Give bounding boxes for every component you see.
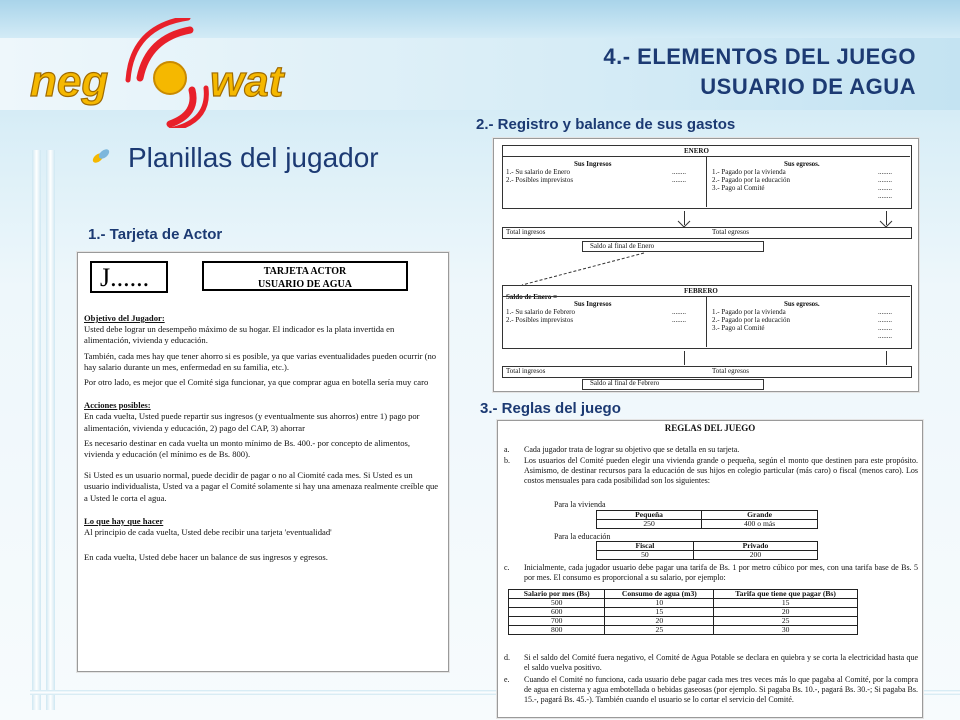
card-title-line2: USUARIO DE AGUA bbox=[258, 279, 352, 290]
housing-table bbox=[596, 510, 818, 529]
cons-r1-c3: 15 bbox=[714, 599, 858, 608]
card-player-code: J...... bbox=[90, 261, 168, 293]
actions-heading: Acciones posibles: bbox=[84, 400, 151, 411]
negowat-logo bbox=[20, 18, 320, 128]
actions-p2: Es necesario destinar en cada vuelta un monto mínimo de Bs. 400.- por concepto de alimentos, vivienda y educación (el mínimo es de Bs. 800). bbox=[84, 437, 410, 460]
m1-income-2: 2.- Posibles imprevistos bbox=[506, 176, 574, 184]
m2-expense-2: 2.- Pagado por la educación bbox=[712, 316, 790, 324]
rule-e-letter: e. bbox=[504, 675, 510, 684]
m2-balance: Saldo al final de Febrero bbox=[590, 379, 660, 387]
housing-v2: 400 o más bbox=[702, 520, 818, 529]
housing-label: Para la vivienda bbox=[554, 500, 606, 509]
card-title-box bbox=[202, 261, 408, 291]
cons-r4-c3: 30 bbox=[714, 626, 858, 635]
m1-total-expense: Total egresos bbox=[712, 228, 750, 236]
cons-r4-c1: 800 bbox=[509, 626, 605, 635]
card-body bbox=[84, 307, 440, 567]
febrero-col-divider bbox=[706, 296, 707, 347]
logo-text-right: wat bbox=[210, 57, 284, 106]
housing-h1: Pequeña bbox=[597, 511, 702, 520]
m1-dots-2: ........ bbox=[672, 176, 686, 184]
month2-label: FEBRERO bbox=[684, 287, 718, 295]
actions-p3: Si Usted es un usuario normal, puede decidir de pagar o no al Ciomité cada mes. Si Usted es un usuario individualista, Usted va a pagar el Comité solamente si hay una amenaza realmente creíble que a Usted le corta el agua. bbox=[84, 470, 439, 503]
education-label: Para la educación bbox=[554, 532, 611, 541]
todo-p2: En cada vuelta, Usted debe hacer un balance de sus ingresos y egresos. bbox=[84, 552, 328, 563]
m2-edots-3: ........ bbox=[878, 324, 892, 332]
rules-panel bbox=[497, 420, 923, 718]
m2-expense-1: 1.- Pagado por la vivienda bbox=[712, 308, 786, 316]
m2-income-header: Sus Ingresos bbox=[574, 300, 612, 308]
rule-e-text: Cuando el Comité no funciona, cada usuario debe pagar cada mes tres veces más lo que pagaba al Comité, por la compra de agua en cisterna y agua embotellada o bebidas gaseosas (por ejemplo. Si pagaba Bs. 10.-, pagará Bs. 30.-; Si pagaba Bs. 15.-, pagará Bs. 45.-). También cuando el usuario se lo cortar el servicio del Comité. bbox=[524, 675, 918, 704]
carry-over-label: Saldo de Enero = bbox=[506, 293, 558, 301]
housing-h2: Grande bbox=[702, 511, 818, 520]
cons-h2: Consumo de agua (m3) bbox=[605, 590, 714, 599]
consumption-table bbox=[508, 589, 858, 635]
register-panel bbox=[493, 138, 919, 392]
m1-expense-2: 2.- Pagado por la educación bbox=[712, 176, 790, 184]
m2-arrow-right bbox=[886, 351, 887, 365]
month1-label: ENERO bbox=[684, 147, 709, 155]
education-v2: 200 bbox=[693, 551, 817, 560]
m2-arrow-left bbox=[684, 351, 685, 365]
todo-heading: Lo que hay que hacer bbox=[84, 515, 164, 526]
m2-dots-1: ........ bbox=[672, 308, 686, 316]
m2-total-income: Total ingresos bbox=[506, 367, 546, 375]
objective-p2: También, cada mes hay que tener ahorro si es posible, ya que varias eventualidades pueden ocurrir (no hay salario durante un mes, enfermedad en su familia, etc.). bbox=[84, 350, 437, 372]
education-h1: Fiscal bbox=[597, 542, 694, 551]
decor-vbar-2 bbox=[46, 150, 55, 710]
logo-text-left: neg bbox=[30, 57, 109, 106]
cons-r1-c2: 10 bbox=[605, 599, 714, 608]
education-table bbox=[596, 541, 818, 560]
register-caption: 2.- Registro y balance de sus gastos bbox=[476, 116, 736, 133]
todo-p1: Al principio de cada vuelta, Usted debe recibir una tarjeta 'eventualidad' bbox=[84, 527, 332, 538]
rule-c-letter: c. bbox=[504, 563, 510, 572]
m2-dots-2: ........ bbox=[672, 316, 686, 324]
m2-totals-row bbox=[502, 366, 912, 378]
m2-edots-1: ........ bbox=[878, 308, 892, 316]
m1-edots-2: ........ bbox=[878, 176, 892, 184]
slide-title-line2: USUARIO DE AGUA bbox=[700, 74, 916, 99]
m1-balance: Saldo al final de Enero bbox=[590, 242, 655, 250]
m1-edots-1: ........ bbox=[878, 168, 892, 176]
m1-edots-3: ........ bbox=[878, 184, 892, 192]
m1-income-1: 1.- Su salario de Enero bbox=[506, 168, 570, 176]
card-title-line1: TARJETA ACTOR bbox=[263, 266, 347, 277]
education-v1: 50 bbox=[597, 551, 694, 560]
m1-expense-3: 3.- Pago al Comité bbox=[712, 184, 765, 192]
cons-r2-c1: 600 bbox=[509, 608, 605, 617]
rules-title: REGLAS DEL JUEGO bbox=[664, 423, 756, 433]
rule-a-letter: a. bbox=[504, 445, 510, 454]
decor-vbar-1 bbox=[32, 150, 41, 710]
cons-r3-c3: 25 bbox=[714, 617, 858, 626]
objective-p1: Usted debe lograr un desempeño máximo de su hogar. El indicador es la plata invertida en alimentación, vivienda y educación. bbox=[84, 324, 395, 346]
m2-income-1: 1.- Su salario de Febrero bbox=[506, 308, 576, 316]
cons-r1-c1: 500 bbox=[509, 599, 605, 608]
m1-expense-header: Sus egresos. bbox=[784, 160, 820, 168]
m2-total-expense: Total egresos bbox=[712, 367, 750, 375]
section-heading: Planillas del jugador bbox=[128, 142, 379, 173]
rule-c-text: Inicialmente, cada jugador usuario debe pagar una tarifa de Bs. 1 por metro cúbico por mes, con una tarifa base de Bs. 5 por mes. El consumo es proporcional a su salario, por ejemplo: bbox=[524, 563, 918, 582]
m1-total-income: Total ingresos bbox=[506, 228, 546, 236]
rules-caption: 3.- Reglas del juego bbox=[480, 400, 621, 417]
slide-title-line1: 4.- ELEMENTOS DEL JUEGO bbox=[603, 44, 916, 69]
card-caption: 1.- Tarjeta de Actor bbox=[88, 226, 223, 243]
cons-r2-c3: 20 bbox=[714, 608, 858, 617]
rule-a-text: Cada jugador trata de lograr su objetivo que se detalla en su tarjeta. bbox=[524, 445, 740, 454]
m2-edots-2: ........ bbox=[878, 316, 892, 324]
bullet-icon bbox=[90, 145, 112, 167]
cons-r3-c1: 700 bbox=[509, 617, 605, 626]
rule-b-letter: b. bbox=[504, 456, 510, 465]
cons-r4-c2: 25 bbox=[605, 626, 714, 635]
cons-r3-c2: 20 bbox=[605, 617, 714, 626]
actor-card-panel bbox=[77, 252, 449, 672]
actions-p1: En cada vuelta, Usted puede repartir sus ingresos (y eventualmente sus ahorros) entre 1) pago por alimentación, vivienda y educación, 2) pago del CAP, 3) ahorrar bbox=[84, 411, 420, 433]
cons-r2-c2: 15 bbox=[605, 608, 714, 617]
rule-d-letter: d. bbox=[504, 653, 510, 662]
m2-expense-header: Sus egresos. bbox=[784, 300, 820, 308]
m2-expense-3: 3.- Pago al Comité bbox=[712, 324, 765, 332]
rule-d-text: Si el saldo del Comité fuera negativo, el Comité de Agua Potable se declara en quiebra y se corta la electricidad hasta que el saldo vuelva positivo. bbox=[524, 653, 918, 672]
education-h2: Privado bbox=[693, 542, 817, 551]
m2-income-2: 2.- Posibles imprevistos bbox=[506, 316, 574, 324]
objective-p3: Por otro lado, es mejor que el Comité siga funcionar, ya que comprar agua en botella sería muy caro bbox=[84, 377, 429, 388]
m1-edots-4: ........ bbox=[878, 192, 892, 200]
carry-arrow bbox=[494, 139, 918, 391]
objective-heading: Objetivo del Jugador: bbox=[84, 313, 165, 323]
cons-h1: Salario por mes (Bs) bbox=[509, 590, 605, 599]
m1-expense-1: 1.- Pagado por la vivienda bbox=[712, 168, 786, 176]
cons-h3: Tarifa que tiene que pagar (Bs) bbox=[714, 590, 858, 599]
m1-dots-1: ........ bbox=[672, 168, 686, 176]
housing-v1: 250 bbox=[597, 520, 702, 529]
m1-income-header: Sus Ingresos bbox=[574, 160, 612, 168]
m2-edots-4: ........ bbox=[878, 332, 892, 340]
rule-b-text: Los usuarios del Comité pueden elegir una vivienda grande o pequeña, según el monto que destinen para este propósito. Asimismo, de destinar recursos para la educación de sus hijos en colegio particular (más caro) o fiscal (menos caro). Los costos mensuales para cada posibilidad son los siguientes: bbox=[524, 456, 918, 485]
